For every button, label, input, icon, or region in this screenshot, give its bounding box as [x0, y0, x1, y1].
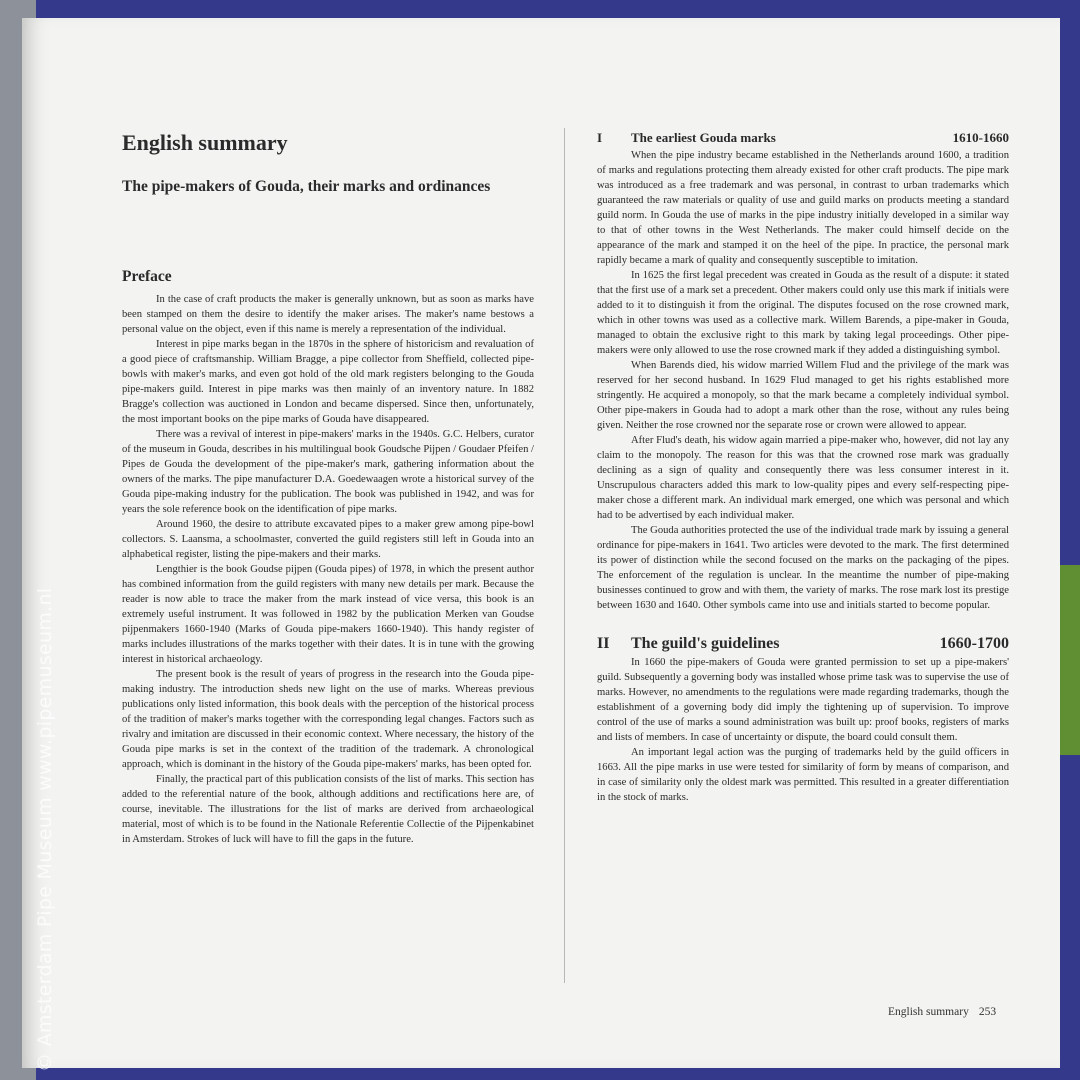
column-divider — [564, 128, 565, 983]
page-title: English summary — [122, 130, 288, 155]
preface-paragraph: Lengthier is the book Goudse pijpen (Gouda pipes) of 1978, in which the present author has combined information from the guild registers with many new details per mark. Because the reader is now able to trace the maker from the mark instead of vice versa, this book is an extremely useful instrument. It was followed in 1982 by the publication Merken van Goudse pijpenmakers 1660-1940 (Marks of Gouda pipe-makers 1660-1940). This handy register of marks includes illustrations of the marks together with their dates. It is in tune with the growing interest in historical archaeology. — [122, 564, 534, 665]
chapter-1-paragraph: When Barends died, his widow married Willem Flud and the privilege of the mark was reserved for her second husband. In 1629 Flud managed to get his rights established more stringently. He acquired a monopoly, so that the mark became a completely individual symbol. Other pipe-makers in Gouda had to adopt a mark other than the rose, without any rules being given. Neither the rose crowned nor the separate rose or crown were allowed to appear. — [597, 360, 1009, 431]
chapter-2-heading — [597, 635, 1009, 653]
chapter-1-number: I — [597, 130, 603, 145]
page-subtitle: The pipe-makers of Gouda, their marks and ordinances — [122, 178, 491, 195]
chapter-1-paragraph: In 1625 the first legal precedent was created in Gouda as the result of a dispute: it stated that the first use of a mark set a precedent. Other makers could only use this mark if initials were added to it to distinguish it from the original. The disputes focused on the rose crowned mark, which in other towns was used as a collective mark. Willem Barends, a pipe-maker in Gouda, managed to obtain the exclusive right to this mark by taking legal proceedings. Other pipe-makers were only allowed to use the rose crowned mark if they added a distinguishing symbol. — [597, 270, 1009, 356]
preface-paragraph: The present book is the result of years of progress in the research into the Gouda pipe-making industry. The introduction sheds new light on the use of marks. Whereas previous publications only listed information, this book deals with the perception of the historical process of the tradition of maker's marks together with the corresponding legal changes. Factors such as rivalry and imitation are discussed in their economic context. Where necessary, the history of the Gouda pipe marks is set in the context of the tradition of the trademark. A chronological approach, which is dominant in the history of the Gouda pipe-makers' marks, has been opted for. — [122, 669, 534, 770]
watermark-text: © Amsterdam Pipe Museum www.pipemuseum.nl — [34, 587, 56, 1072]
page-footer — [888, 1006, 996, 1018]
chapter-2-paragraph: In 1660 the pipe-makers of Gouda were granted permission to set up a pipe-makers' guild. Subsequently a governing body was installed whose prime task was to supervise the use of marks. However, no amendments to the regulations were made regarding trademarks, though the establishment of a governing body did imply the tightening up of supervision. To improve control of the use of marks a sound administration was built up: proof books, registers of marks and lists of members. In case of uncertainty or dispute, the board could consult them. — [597, 657, 1009, 743]
preface-paragraph: Interest in pipe marks began in the 1870s in the sphere of historicism and revaluation of a good piece of craftsmanship. William Bragge, a pipe collector from Sheffield, collected pipe-bowls with maker's marks, and even got hold of the old mark registers belonging to the Gouda pipe-makers guild. Interest in pipe marks was then mainly of an inventory nature. In 1882 Bragge's collection was auctioned in London and became dispersed. Since then, unfortunately, the most important books on the pipe marks of Gouda have disappeared. — [122, 339, 534, 425]
preface-paragraph: There was a revival of interest in pipe-makers' marks in the 1940s. G.C. Helbers, curator of the museum in Gouda, describes in his multilingual book Goudsche Pijpen / Goudaer Pfeifen / Pipes de Gouda the development of the pipe-maker's mark, gathering information about the owners of the marks. The pipe manufacturer D.A. Goedewaagen wrote a historical survey of the Gouda pipe-making industry for the publication. The book was published in 1942, and was for years the sole reference book on the identification of pipe marks. — [122, 429, 534, 515]
chapter-1-paragraph: The Gouda authorities protected the use of the individual trade mark by issuing a general ordinance for pipe-makers in 1641. Two articles were devoted to the mark. The first determined its power of distinction while the second focused on the marks on the packaging of the pipes. The enforcement of the regulation is unclear. In the meantime the number of pipe-making businesses continued to grow and with them, the variety of marks. The rose mark lost its prestige between 1630 and 1640. Other symbols came into use and initials started to become popular. — [597, 525, 1009, 611]
chapter-2-title: The guild's guidelines — [631, 635, 780, 652]
right-column — [597, 130, 1009, 805]
chapter-2-number: II — [597, 635, 610, 652]
left-column — [122, 130, 534, 847]
preface-paragraph: Finally, the practical part of this publication consists of the list of marks. This section has added to the referential nature of the book, although additions and rectifications here are, of course, inevitable. The illustrations for the list of marks are derived from archaeological material, most of which is to be found in the Nationale Referentie Collectie of the Pijpenkabinet in Amsterdam. Strokes of luck will have to fill the gaps in the future. — [122, 774, 534, 845]
chapter-1-heading — [597, 130, 1009, 146]
preface-heading: Preface — [122, 268, 172, 285]
chapter-1-paragraph: When the pipe industry became established in the Netherlands around 1600, a tradition of marks and regulations protecting them already existed for other craft products. The pipe mark was introduced as a free trademark and was personal, in contrast to urban trademarks which guaranteed the raw materials or quality of use and guild marks on products meeting a standard guild norm. In Gouda the use of marks in the pipe industry initially developed in a similar way to that of other towns in the West Netherlands. The maker could himself decide on the appearance of the mark and stamped it on the heel of the pipe. In practice, the personal mark rapidly became a mark of quality and consequently susceptible to imitation. — [597, 150, 1009, 266]
preface-paragraph: In the case of craft products the maker is generally unknown, but as soon as marks have been stamped on them the desire to identify the maker arises. The maker's name bestows a personal value on the object, even if this name is merely a representation of the individual. — [122, 294, 534, 335]
preface-paragraph: Around 1960, the desire to attribute excavated pipes to a maker grew among pipe-bowl collectors. S. Laansma, a schoolmaster, converted the guild registers still left in Gouda into an alphabetical register, listing the pipe-makers and their marks. — [122, 519, 534, 560]
chapter-2-paragraph: An important legal action was the purging of trademarks held by the guild officers in 1663. All the pipe marks in use were tested for similarity of form by means of comparison, and in case of similarity only the oldest mark was permitted. This resulted in a greater differentiation in the stock of marks. — [597, 747, 1009, 803]
page-number: 253 — [978, 1006, 997, 1018]
running-footer-title: English summary — [888, 1006, 969, 1018]
book-page — [22, 18, 1060, 1068]
chapter-2-years: 1660-1700 — [939, 635, 1009, 652]
chapter-1-years: 1610-1660 — [952, 130, 1009, 145]
chapter-1-paragraph: After Flud's death, his widow again married a pipe-maker who, however, did not lay any claim to the monopoly. The reason for this was that the crowned rose mark was gradually declining as a sign of quality and consequently there was less consumer interest in it. Unscrupulous characters added this mark to low-quality pipes and every self-respecting pipe-maker chose a different mark. An individual mark emerged, one which was personal and which had to be advertised by each individual maker. — [597, 435, 1009, 521]
chapter-1-title: The earliest Gouda marks — [631, 130, 776, 145]
